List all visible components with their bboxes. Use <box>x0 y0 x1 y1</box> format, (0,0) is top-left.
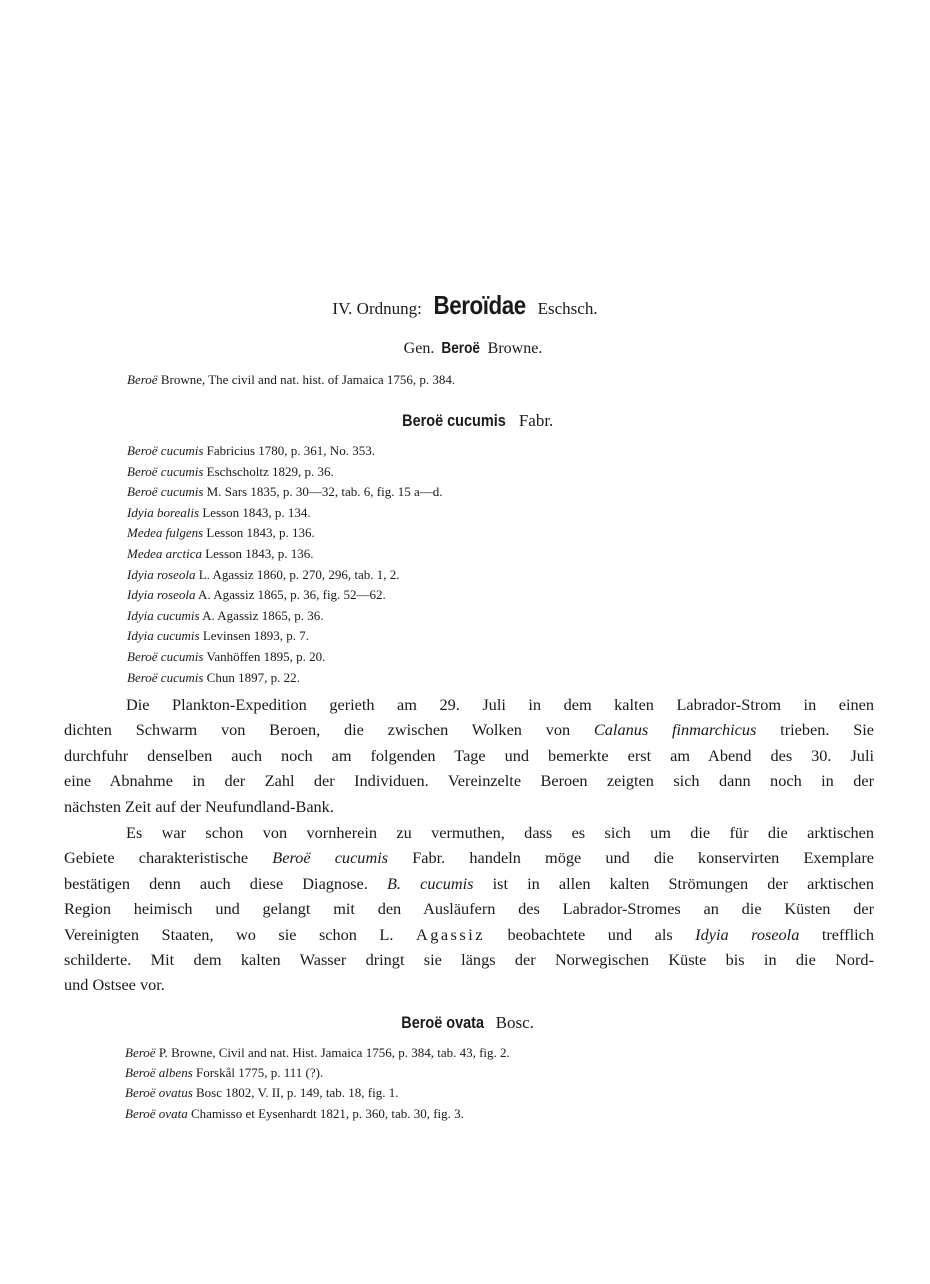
order-heading-name: Beroïdae <box>433 290 526 320</box>
paragraph-1-line <box>64 717 874 742</box>
synonym-citation: P. Browne, Civil and nat. Hist. Jamaica 1756, p. 384, tab. 43, fig. 2. <box>158 1045 510 1060</box>
synonym-entry <box>127 567 400 583</box>
species-name-italic: Idyia roseola <box>695 924 800 944</box>
paragraph-2-line <box>64 845 874 870</box>
synonym-taxon: Idyia cucumis <box>127 607 200 623</box>
text-run: ist in allen kalten Strömungen der arktischen <box>492 873 875 893</box>
synonym-entry <box>125 1085 398 1101</box>
paragraph-2-line: Region heimisch und gelangt mit den Ausläufern des Labrador-Stromes an die Küsten der <box>64 899 874 919</box>
text-run: trefflich <box>821 924 874 944</box>
species1-heading <box>8 411 930 431</box>
genus-reference-taxon: Beroë <box>127 372 158 387</box>
paragraph-2 <box>64 820 874 998</box>
synonym-citation: Chamisso et Eysenhardt 1821, p. 360, tab. 30, fig. 3. <box>190 1105 464 1121</box>
text-run: Gebiete charakteristische <box>64 848 249 868</box>
synonym-taxon: Beroë cucumis <box>127 463 204 479</box>
synonym-citation: Vanhöffen 1895, p. 20. <box>206 649 326 664</box>
synonym-entry <box>127 608 323 624</box>
order-heading-prefix: IV. Ordnung: <box>332 299 422 318</box>
synonym-taxon: Idyia cucumis <box>127 628 200 644</box>
synonym-citation: Lesson 1843, p. 136. <box>206 525 315 541</box>
synonym-entry <box>127 464 334 480</box>
synonym-citation: A. Agassiz 1865, p. 36. <box>202 607 324 623</box>
synonym-entry <box>127 587 386 603</box>
text-run: bestätigen denn auch diese Diagnose. <box>64 873 368 893</box>
text-run: trieben. Sie <box>780 720 875 740</box>
synonym-taxon: Beroë cucumis <box>127 669 204 685</box>
synonym-citation: L. Agassiz 1860, p. 270, 296, tab. 1, 2. <box>198 566 400 582</box>
synonym-entry <box>127 546 314 562</box>
genus-reference <box>127 372 455 388</box>
synonym-taxon: Beroë cucumis <box>127 649 204 664</box>
paragraph-1-line: durchfuhr denselben auch noch am folgenden Tage und bemerkte erst am Abend des 30. Juli <box>64 745 874 765</box>
paragraph-2-line <box>64 871 874 896</box>
species1-author: Fabr. <box>518 411 554 430</box>
paragraph-2-line: Es war schon von vornherein zu vermuthen, dass es sich um die für die arktischen <box>126 823 874 842</box>
synonym-taxon: Idyia roseola <box>127 566 196 582</box>
genus-heading-name: Beroë <box>441 340 481 357</box>
species-name-italic: Calanus finmarchicus <box>593 720 757 740</box>
order-heading-author: Eschsch. <box>537 299 598 318</box>
synonym-citation: Lesson 1843, p. 134. <box>202 504 311 520</box>
synonym-entry <box>127 628 309 644</box>
synonym-entry <box>127 443 375 459</box>
synonym-entry <box>125 1045 510 1061</box>
text-run: dichten Schwarm von Beroen, die zwischen Wolken von <box>64 720 571 740</box>
paragraph-1 <box>64 692 874 819</box>
paragraph-2-line: schilderte. Mit dem kalten Wasser dringt sie längs der Norwegischen Küste bis in die Nord- <box>64 949 874 969</box>
species-name-italic: B. cucumis <box>386 873 474 893</box>
synonym-taxon: Beroë albens <box>125 1065 193 1081</box>
synonym-taxon: Idyia roseola <box>127 587 196 603</box>
synonym-citation: Lesson 1843, p. 136. <box>205 546 314 561</box>
paragraph-2-line <box>64 922 874 947</box>
genus-heading-prefix: Gen. <box>403 340 435 357</box>
synonym-citation: A. Agassiz 1865, p. 36, fig. 52—62. <box>198 587 386 603</box>
synonym-citation: Chun 1897, p. 22. <box>206 669 300 685</box>
species-name-italic: Beroë cucumis <box>272 848 389 868</box>
synonym-taxon: Beroë ovata <box>125 1105 188 1121</box>
species2-heading <box>0 1013 929 1033</box>
synonym-citation: Bosc 1802, V. II, p. 149, tab. 18, fig. 1. <box>196 1085 399 1101</box>
synonym-citation: Forskål 1775, p. 111 (?). <box>196 1065 324 1081</box>
text-run: beobachtete und als <box>507 924 673 944</box>
text-run: Fabr. handeln möge und die konservirten Exemplare <box>412 848 874 868</box>
synonym-citation: M. Sars 1835, p. 30—32, tab. 6, fig. 15 a—d. <box>206 484 443 500</box>
synonym-entry <box>127 525 315 541</box>
paragraph-1-line: nächsten Zeit auf der Neufundland-Bank. <box>64 796 334 816</box>
synonym-entry <box>127 649 325 665</box>
synonym-taxon: Medea fulgens <box>127 525 204 541</box>
genus-heading-author: Browne. <box>487 340 543 357</box>
synonym-entry <box>127 505 311 521</box>
synonym-taxon: Beroë cucumis <box>127 443 204 458</box>
paragraph-2-line: und Ostsee vor. <box>64 975 165 995</box>
synonym-taxon: Beroë cucumis <box>127 484 204 500</box>
synonym-taxon: Beroë <box>125 1045 156 1060</box>
synonym-citation: Fabricius 1780, p. 361, No. 353. <box>206 443 375 458</box>
synonym-taxon: Beroë ovatus <box>125 1085 193 1101</box>
synonym-entry <box>125 1065 323 1081</box>
order-heading <box>0 290 930 321</box>
synonym-entry <box>127 670 300 686</box>
synonym-taxon: Idyia borealis <box>127 504 200 520</box>
genus-reference-citation: Browne, The civil and nat. hist. of Jamaica 1756, p. 384. <box>160 372 456 387</box>
paragraph-1-line: Die Plankton-Expedition gerieth am 29. Juli in dem kalten Labrador-Strom in einen <box>126 695 874 714</box>
genus-heading <box>8 340 930 358</box>
author-name-spaced: Agassiz <box>415 924 485 944</box>
species1-name: Beroë cucumis <box>401 411 506 430</box>
species2-author: Bosc. <box>495 1013 534 1032</box>
synonym-taxon: Medea arctica <box>127 546 202 561</box>
synonym-citation: Eschscholtz 1829, p. 36. <box>206 463 334 479</box>
species2-name: Beroë ovata <box>401 1013 485 1032</box>
text-run: Vereinigten Staaten, wo sie schon L. <box>64 924 394 944</box>
synonym-entry <box>125 1106 464 1122</box>
paragraph-1-line: eine Abnahme in der Zahl der Individuen. Vereinzelte Beroen zeigten sich dann noch in der <box>64 771 874 791</box>
synonym-citation: Levinsen 1893, p. 7. <box>202 628 309 644</box>
synonym-entry <box>127 484 442 500</box>
